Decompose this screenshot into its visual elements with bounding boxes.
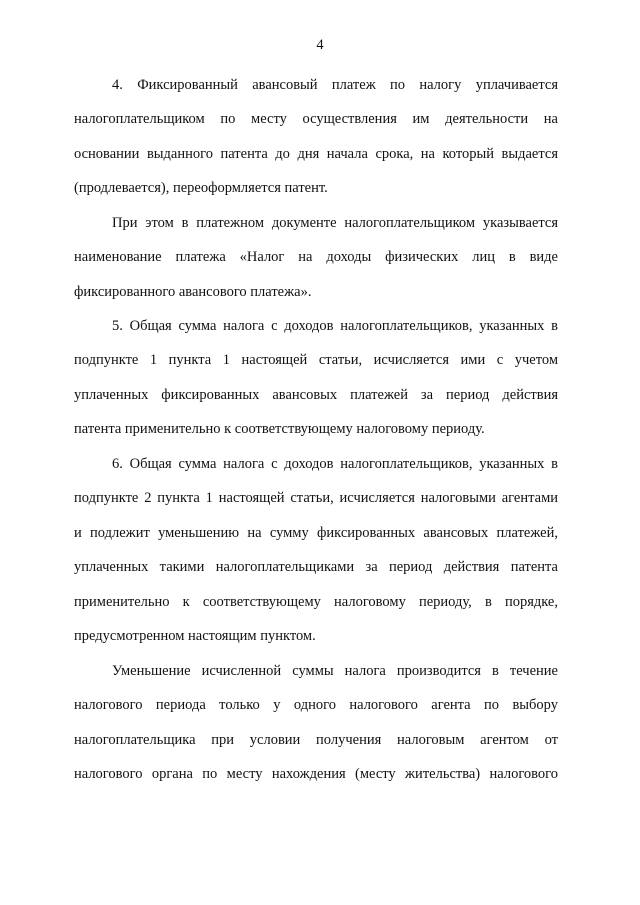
text-line: уплаченных такими налогоплательщиками за период действия патента	[74, 559, 558, 576]
paragraph-payment-document	[74, 206, 558, 309]
text-line: налогоплательщиком по месту осуществления им деятельности на	[74, 111, 558, 128]
text-line: налогоплательщика при условии получения налоговым агентом от	[74, 731, 558, 748]
text-line: 6. Общая сумма налога с доходов налогоплательщиков, указанных в	[112, 456, 558, 472]
text-line: 4. Фиксированный авансовый платеж по налогу уплачивается	[112, 77, 558, 93]
text-line: предусмотренном настоящим пунктом.	[74, 627, 316, 644]
text-line: наименование платежа «Налог на доходы физических лиц в виде	[74, 249, 558, 266]
paragraph-5	[74, 309, 558, 447]
paragraph-tax-reduction	[74, 654, 558, 792]
text-line: налогового органа по месту нахождения (месту жительства) налогового	[74, 766, 558, 783]
paragraph-4	[74, 68, 558, 206]
text-line: патента применительно к соответствующему налоговому периоду.	[74, 421, 485, 438]
text-line: При этом в платежном документе налогоплательщиком указывается	[112, 215, 558, 231]
text-line: и подлежит уменьшению на сумму фиксированных авансовых платежей,	[74, 524, 558, 541]
text-line: подпункте 2 пункта 1 настоящей статьи, исчисляется налоговыми агентами	[74, 490, 558, 507]
text-line: (продлевается), переоформляется патент.	[74, 180, 328, 197]
paragraph-6	[74, 447, 558, 653]
text-line: основании выданного патента до дня начала срока, на который выдается	[74, 145, 558, 162]
text-line: подпункте 1 пункта 1 настоящей статьи, исчисляется ими с учетом	[74, 352, 558, 369]
text-line: применительно к соответствующему налоговому периоду, в порядке,	[74, 593, 558, 610]
text-line: Уменьшение исчисленной суммы налога производится в течение	[112, 663, 558, 679]
text-line: фиксированного авансового платежа».	[74, 283, 312, 300]
page-number: 4	[316, 37, 324, 53]
text-line: уплаченных фиксированных авансовых платежей за период действия	[74, 386, 558, 403]
text-line: налогового периода только у одного налогового агента по выбору	[74, 697, 558, 714]
text-line: 5. Общая сумма налога с доходов налогоплательщиков, указанных в	[112, 318, 558, 334]
